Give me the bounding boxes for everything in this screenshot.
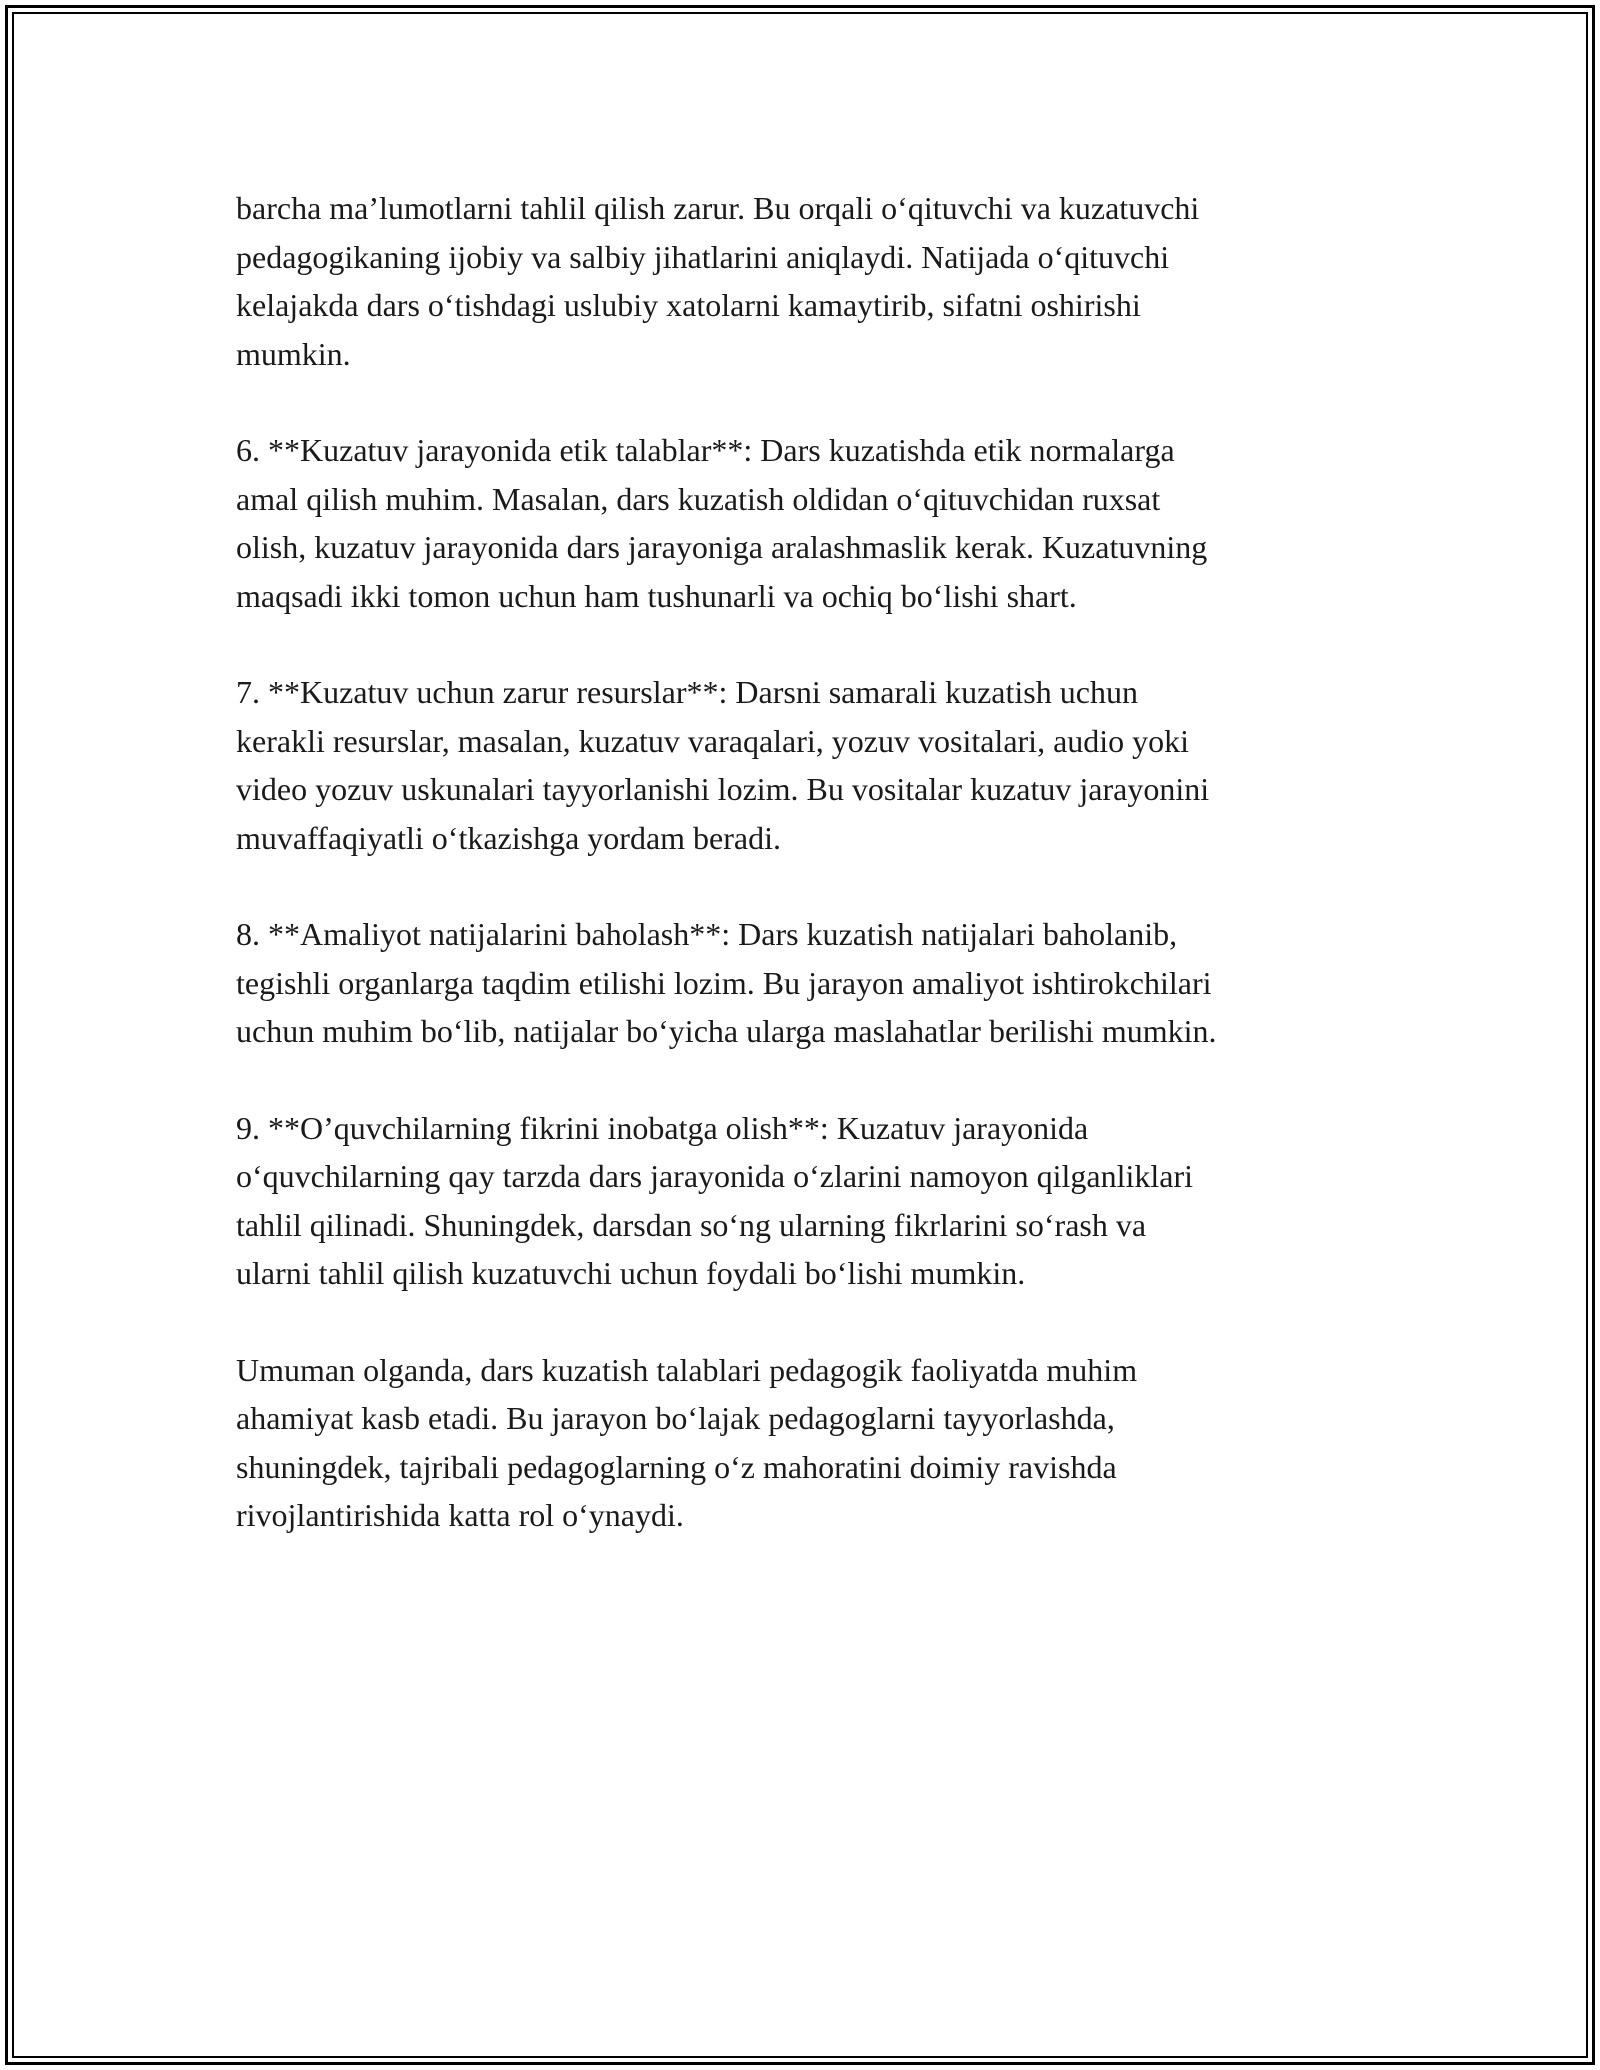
text-line: kerakli resurslar, masalan, kuzatuv varaqalari, yozuv vositalari, audio yoki <box>236 722 1190 759</box>
paragraph-analysis-continuation <box>236 184 1376 378</box>
text-line: 6. **Kuzatuv jarayonida etik talablar**: Dars kuzatishda etik normalarga <box>236 432 1175 468</box>
document-body <box>236 184 1376 1588</box>
text-line: o‘quvchilarning qay tarzda dars jarayonida o‘zlarini namoyon qilganliklari <box>236 1158 1193 1194</box>
text-line: tahlil qilinadi. Shuningdek, darsdan so‘ng ularning fikrlarini so‘rash va <box>236 1206 1147 1243</box>
text-line: kelajakda dars o‘tishdagi uslubiy xatolarni kamaytirib, sifatni oshirishi <box>236 287 1141 323</box>
text-line: rivojlantirishida katta rol o‘ynaydi. <box>236 1497 684 1533</box>
paragraph-item-8-evaluation <box>236 910 1376 1056</box>
text-line: uchun muhim bo‘lib, natijalar bo‘yicha ularga maslahatlar berilishi mumkin. <box>236 1013 1217 1049</box>
text-line: video yozuv uskunalari tayyorlanishi lozim. Bu vositalar kuzatuv jarayonini <box>236 771 1210 807</box>
text-line: 9. **O’quvchilarning fikrini inobatga olish**: Kuzatuv jarayonida <box>236 1109 1089 1146</box>
text-line: tegishli organlarga taqdim etilishi lozim. Bu jarayon amaliyot ishtirokchilari <box>236 964 1212 1001</box>
paragraph-conclusion <box>236 1346 1376 1540</box>
text-line: ahamiyat kasb etadi. Bu jarayon bo‘lajak pedagoglarni tayyorlashda, <box>236 1400 1115 1436</box>
text-line: maqsadi ikki tomon uchun ham tushunarli va ochiq bo‘lishi shart. <box>236 577 1077 614</box>
text-line: amal qilish muhim. Masalan, dars kuzatish oldidan o‘qituvchidan ruxsat <box>236 480 1161 517</box>
text-line: ularni tahlil qilish kuzatuvchi uchun foydali bo‘lishi mumkin. <box>236 1255 1026 1291</box>
paragraph-item-9-student-opinion <box>236 1104 1376 1298</box>
text-line: pedagogikaning ijobiy va salbiy jihatlarini aniqlaydi. Natijada o‘qituvchi <box>236 238 1170 275</box>
text-line: 7. **Kuzatuv uchun zarur resurslar**: Darsni samarali kuzatish uchun <box>236 674 1138 710</box>
text-line: Umuman olganda, dars kuzatish talablari pedagogik faoliyatda muhim <box>236 1351 1138 1388</box>
text-line: barcha ma’lumotlarni tahlil qilish zarur. Bu orqali o‘qituvchi va kuzatuvchi <box>236 190 1200 226</box>
text-line: olish, kuzatuv jarayonida dars jarayoniga aralashmaslik kerak. Kuzatuvning <box>236 529 1208 565</box>
paragraph-item-6-ethics <box>236 426 1376 620</box>
text-line: shuningdek, tajribali pedagoglarning o‘z mahoratini doimiy ravishda <box>236 1448 1117 1485</box>
paragraph-item-7-resources <box>236 668 1376 862</box>
text-line: muvaffaqiyatli o‘tkazishga yordam beradi. <box>236 819 781 856</box>
text-line: mumkin. <box>236 335 351 372</box>
text-line: 8. **Amaliyot natijalarini baholash**: Dars kuzatish natijalari baholanib, <box>236 916 1178 952</box>
